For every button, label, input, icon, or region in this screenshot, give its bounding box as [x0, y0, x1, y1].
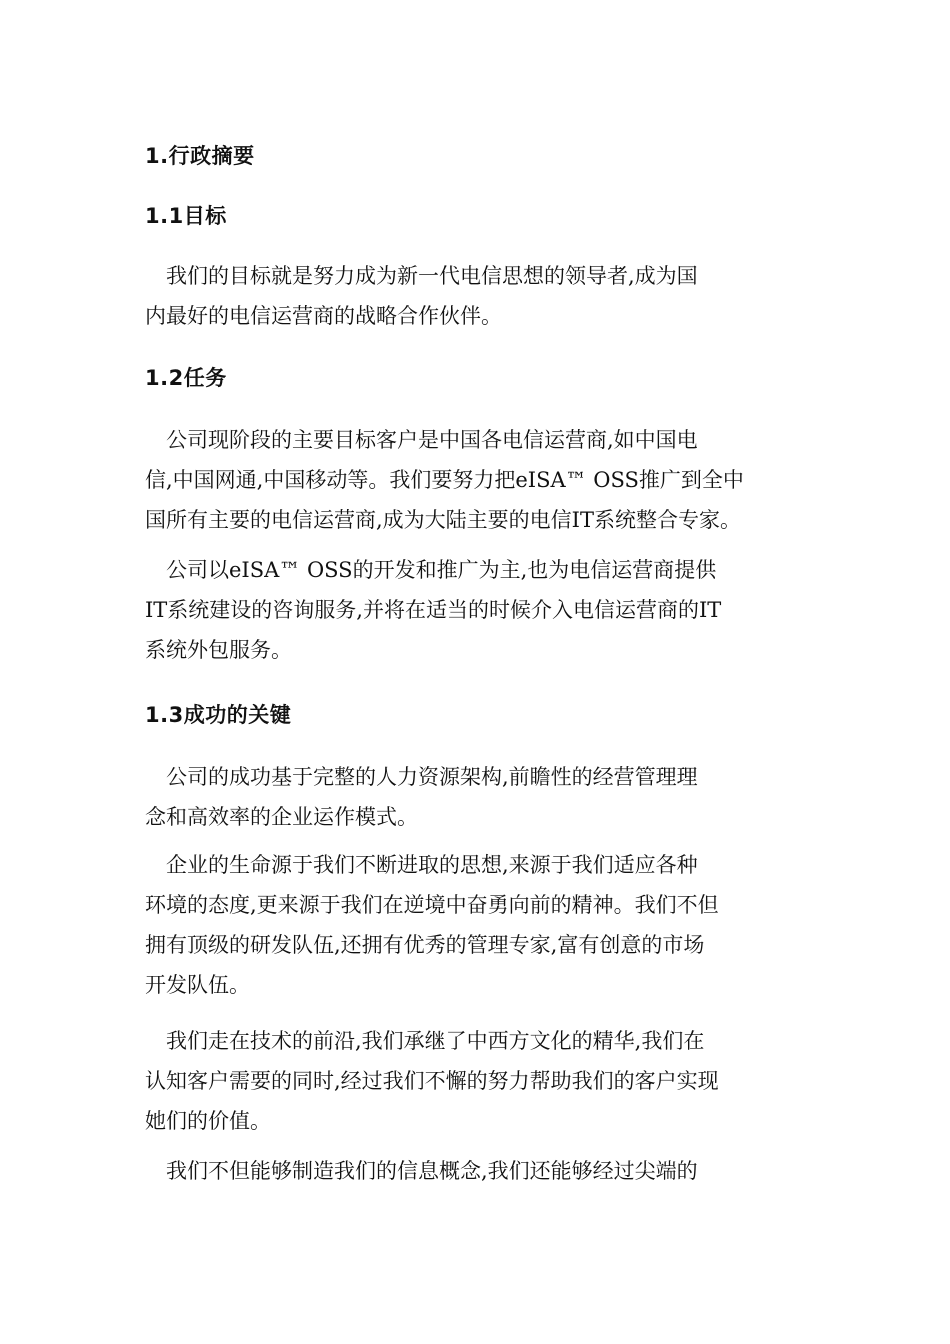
paragraph-task-1 — [145, 420, 805, 540]
paragraph-key-2 — [145, 845, 805, 1005]
text-line: 开发队伍。 — [145, 973, 250, 997]
text-line: 环境的态度,更来源于我们在逆境中奋勇向前的精神。我们不但 — [145, 893, 719, 917]
text-line: 认知客户需要的同时,经过我们不懈的努力帮助我们的客户实现 — [145, 1069, 719, 1093]
text-line: 内最好的电信运营商的战略合作伙伴。 — [145, 304, 502, 328]
text-line: 国所有主要的电信运营商,成为大陆主要的电信IT系统整合专家。 — [145, 508, 741, 532]
heading-executive-summary: 1.行政摘要 — [145, 144, 255, 168]
paragraph-key-1 — [145, 757, 805, 837]
text-line: 她们的价值。 — [145, 1109, 271, 1133]
text-line: 公司的成功基于完整的人力资源架构,前瞻性的经营管理理 — [145, 765, 698, 789]
text-line: 我们的目标就是努力成为新一代电信思想的领导者,成为国 — [145, 264, 698, 288]
text-line: 我们走在技术的前沿,我们承继了中西方文化的精华,我们在 — [145, 1029, 705, 1053]
text-line: 信,中国网通,中国移动等。我们要努力把eISA™ OSS推广到全中 — [145, 468, 744, 492]
text-line: 企业的生命源于我们不断进取的思想,来源于我们适应各种 — [145, 853, 698, 877]
heading-task: 1.2任务 — [145, 366, 227, 390]
text-line: 系统外包服务。 — [145, 638, 292, 662]
heading-key-to-success: 1.3成功的关键 — [145, 703, 292, 727]
paragraph-key-3 — [145, 1021, 805, 1141]
paragraph-goal — [145, 256, 805, 336]
text-line: 公司以eISA™ OSS的开发和推广为主,也为电信运营商提供 — [145, 558, 717, 582]
text-line: 拥有顶级的研发队伍,还拥有优秀的管理专家,富有创意的市场 — [145, 933, 705, 957]
heading-goal: 1.1目标 — [145, 204, 227, 228]
paragraph-key-4 — [145, 1151, 805, 1191]
text-line: 念和高效率的企业运作模式。 — [145, 805, 418, 829]
text-line: 公司现阶段的主要目标客户是中国各电信运营商,如中国电 — [145, 428, 698, 452]
text-line: IT系统建设的咨询服务,并将在适当的时候介入电信运营商的IT — [145, 598, 722, 622]
text-line: 我们不但能够制造我们的信息概念,我们还能够经过尖端的 — [145, 1159, 698, 1183]
paragraph-task-2 — [145, 550, 805, 670]
